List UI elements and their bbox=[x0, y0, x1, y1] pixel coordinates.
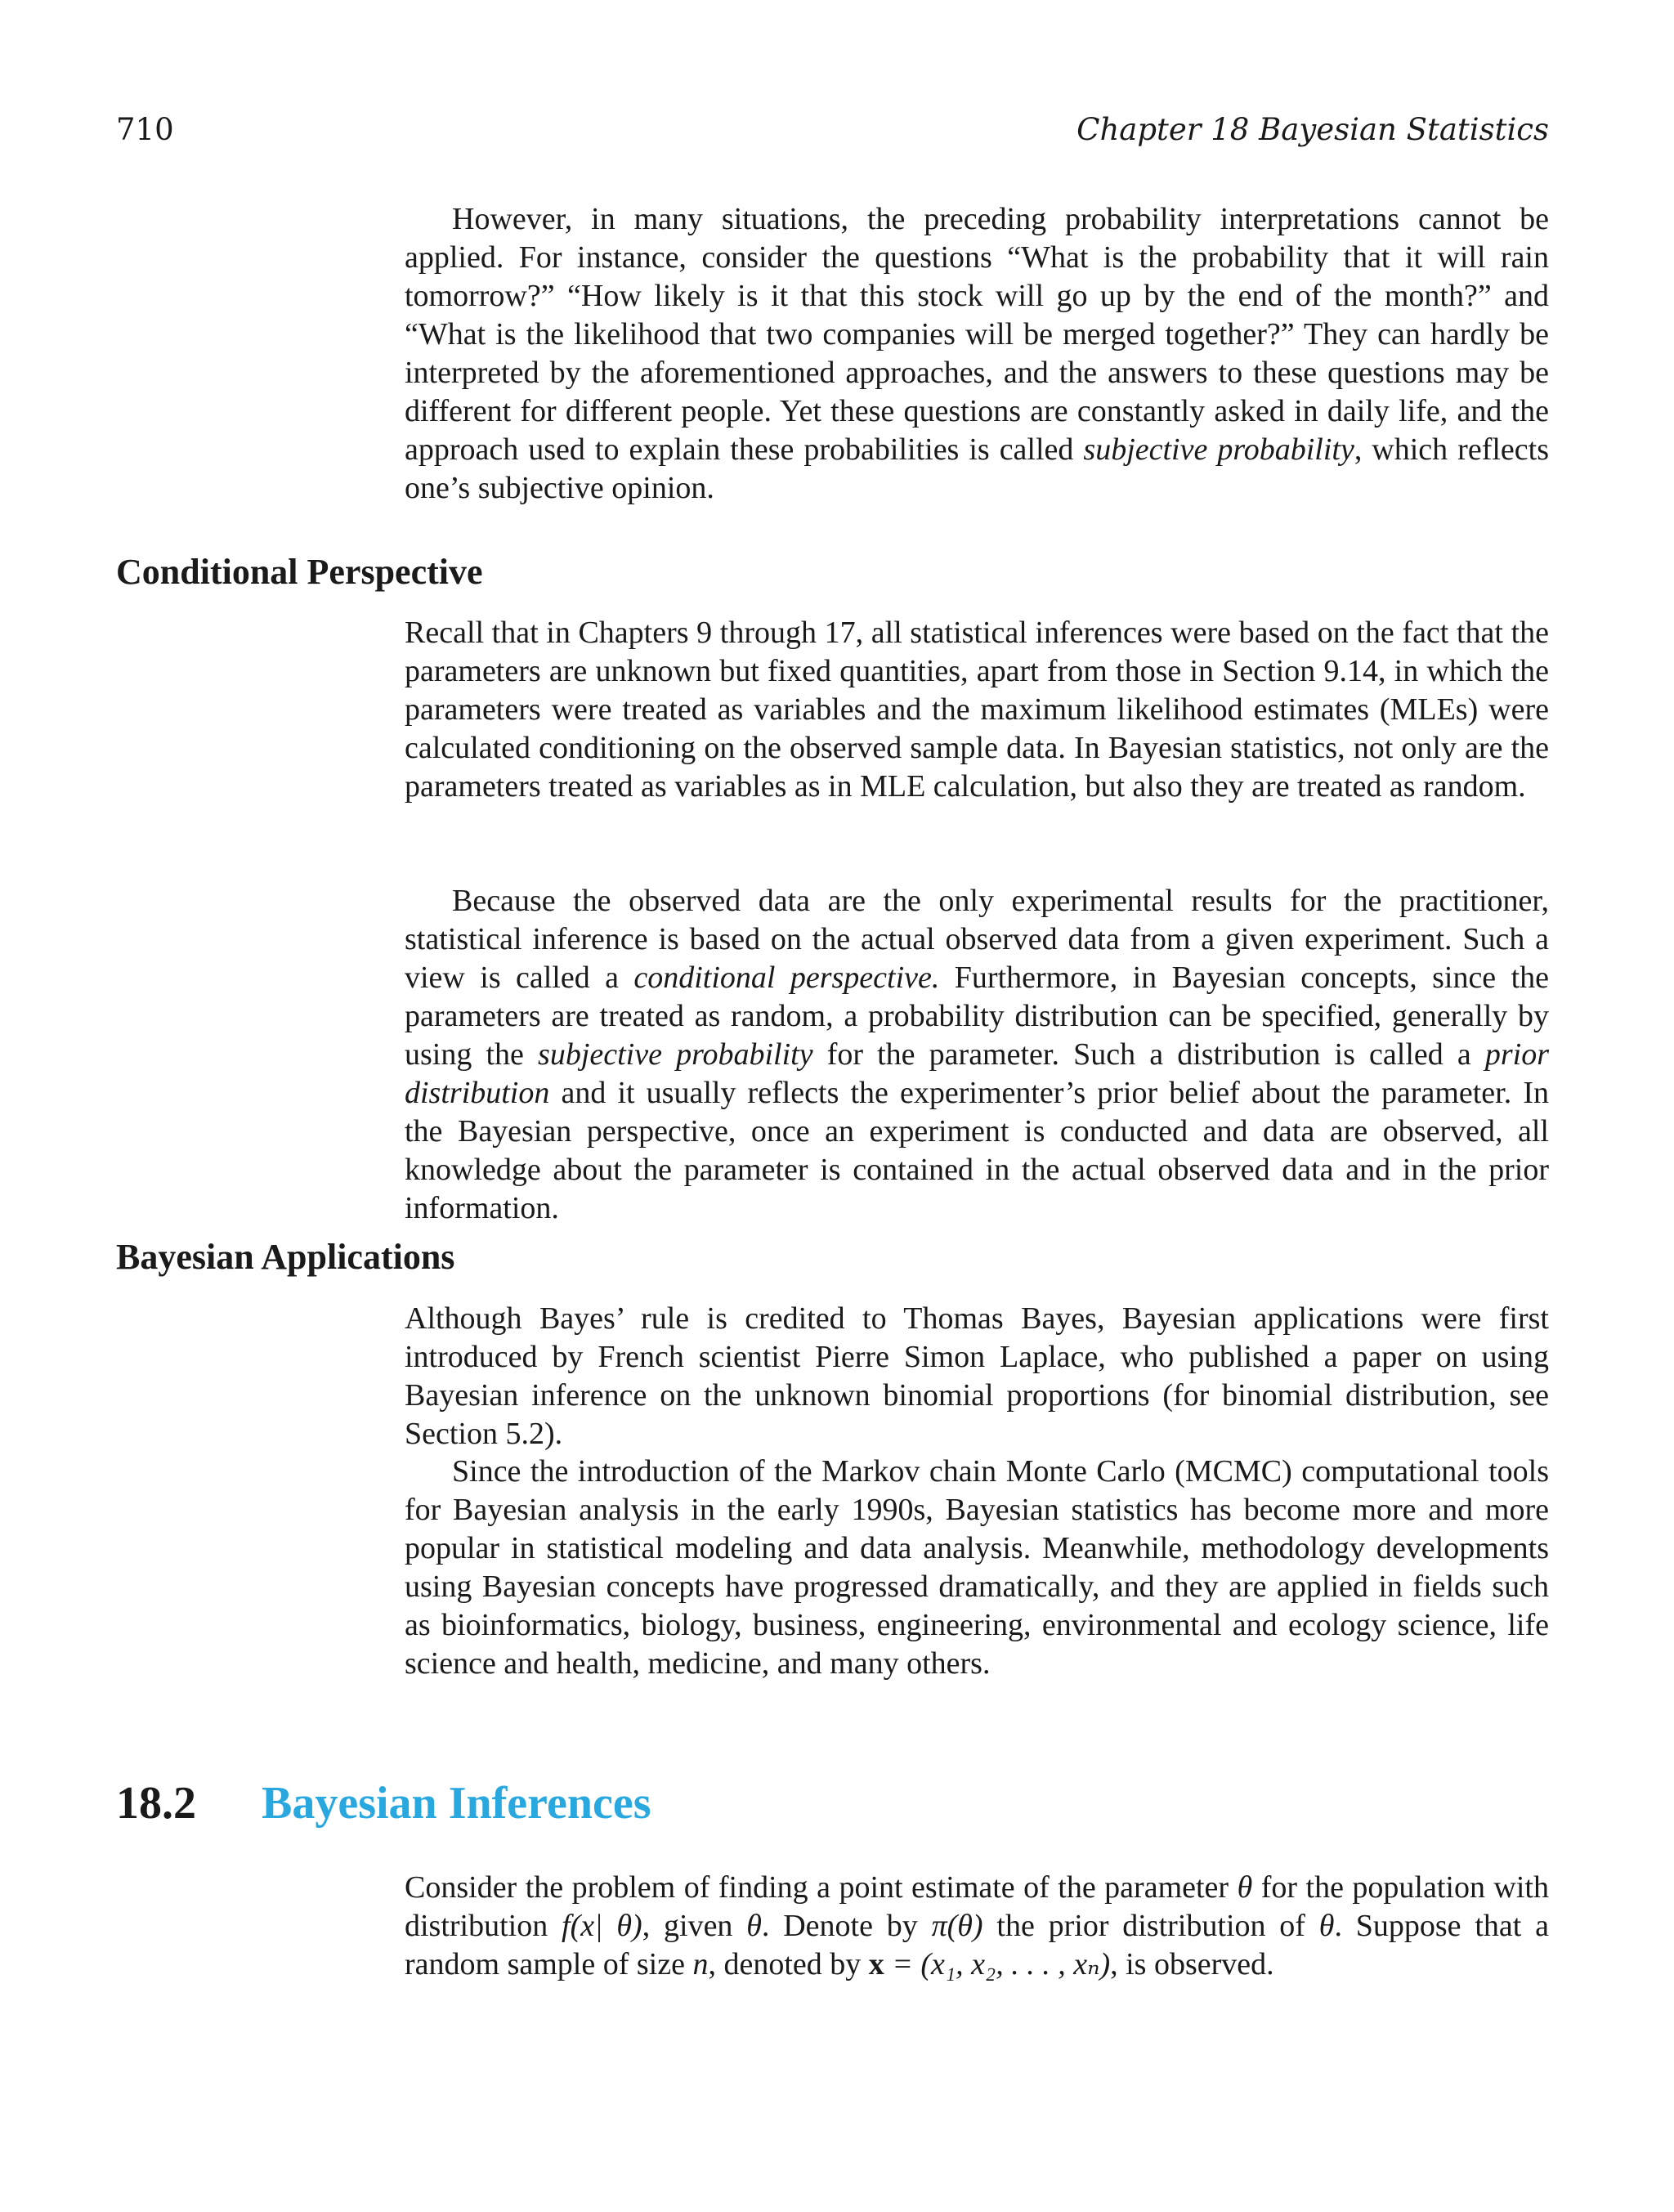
sec-text-f: . Suppose that a random sample of size bbox=[405, 1909, 1549, 1981]
cond-emphasis-3: prior distribution bbox=[405, 1037, 1549, 1110]
applications-paragraph-2: Since the introduction of the Markov chain Monte Carlo (MCMC) computational tools for Bayesian analysis in the early 1990s, Bayesian statistics has become more and more popular in statistical modeling and data analysis. Meanwhile, methodology developments using Bayesian concepts have progressed dramatically, and they are applied in fields such as bioinformatics, biology, business, engineering, environmental and ecology science, life science and health, medicine, and many others. bbox=[405, 1454, 1549, 1681]
intro-text-end: , which reflects one’s subjective opinion. bbox=[405, 432, 1549, 505]
sample-vector-symbol: x bbox=[868, 1947, 884, 1981]
running-head bbox=[116, 110, 1549, 150]
intro-emphasis: subjective probability bbox=[1083, 432, 1354, 467]
cond-emphasis-2: subjective probability bbox=[538, 1037, 813, 1072]
cond-text-d: and it usually reflects the experimenter’s prior belief about the parameter. In the Bayesian perspective, once an experiment is conducted and data are observed, all knowledge about the parameter is contained in the actual observed data and in the prior information. bbox=[405, 1076, 1549, 1225]
sec-text-h: , is observed. bbox=[1110, 1947, 1274, 1981]
applications-paragraph-1: Although Bayes’ rule is credited to Thomas Bayes, Bayesian applications were first introduced by French scientist Pierre Simon Laplace, who published a paper on using Bayesian inference on the unknown binomial proportions (for binomial distribution, see Section 5.2). bbox=[405, 1301, 1549, 1451]
cond-text-a: Because the observed data are the only experimental results for the practitioner, statistical inference is based on the actual observed data from a given experiment. Such a view is called a bbox=[405, 884, 1549, 995]
sec-text-d: . Denote by bbox=[761, 1909, 932, 1943]
cond-text-b: Furthermore, in Bayesian concepts, since the parameters are treated as random, a probability distribution can be specified, generally by using the bbox=[405, 960, 1549, 1072]
section-title: Bayesian Inferences bbox=[262, 1778, 651, 1829]
page-number: 710 bbox=[116, 112, 174, 147]
conditional-paragraph-1: Recall that in Chapters 9 through 17, all statistical inferences were based on the fact that the parameters are unknown but fixed quantities, apart from those in Section 9.14, in which the parameters were treated as variables and the maximum likelihood estimates (MLEs) were calculated conditioning on the observed sample data. In Bayesian statistics, not only are the parameters treated as variables as in MLE calculation, but also they are treated as random. bbox=[405, 616, 1549, 804]
sec-text-a: Consider the problem of finding a point estimate of the parameter bbox=[405, 1870, 1238, 1905]
sample-size-symbol: n bbox=[692, 1947, 709, 1981]
sec-text-e: the prior distribution of bbox=[982, 1909, 1319, 1943]
intro-text: However, in many situations, the preceding probability interpretations cannot be applied. For instance, consider the questions “What is the probability that it will rain tomorrow?” “How likely is it that this stock will go up by the end of the month?” and “What is the likelihood that two companies will be merged together?” They can hardly be interpreted by the aforementioned approaches, and the answers to these questions may be different for different people. Yet these questions are constantly asked in daily life, and the approach used to explain these probabilities is called bbox=[405, 202, 1549, 467]
theta-symbol: θ bbox=[1318, 1909, 1335, 1943]
theta-symbol: θ bbox=[746, 1909, 762, 1943]
intro-paragraph bbox=[405, 200, 1549, 508]
sample-vector-expression: = (x₁, x₂, . . . , xₙ) bbox=[884, 1947, 1111, 1981]
section-paragraph bbox=[405, 1869, 1549, 1984]
applications-heading: Bayesian Applications bbox=[116, 1237, 455, 1277]
theta-symbol: θ bbox=[1237, 1870, 1253, 1905]
sec-text-c: , given bbox=[642, 1909, 747, 1943]
sec-text-g: , denoted by bbox=[708, 1947, 869, 1981]
density-expression: f(x| θ) bbox=[562, 1909, 642, 1943]
section-number: 18.2 bbox=[116, 1778, 196, 1829]
cond-text-c: for the parameter. Such a distribution is called a bbox=[812, 1037, 1485, 1072]
prior-expression: π(θ) bbox=[931, 1909, 983, 1943]
running-title: Chapter 18 Bayesian Statistics bbox=[1076, 112, 1549, 147]
conditional-heading: Conditional Perspective bbox=[116, 552, 483, 592]
conditional-paragraph-2 bbox=[405, 882, 1549, 1228]
cond-emphasis-1: conditional perspective. bbox=[633, 960, 940, 995]
sec-text-b: for the population with distribution bbox=[405, 1870, 1549, 1943]
